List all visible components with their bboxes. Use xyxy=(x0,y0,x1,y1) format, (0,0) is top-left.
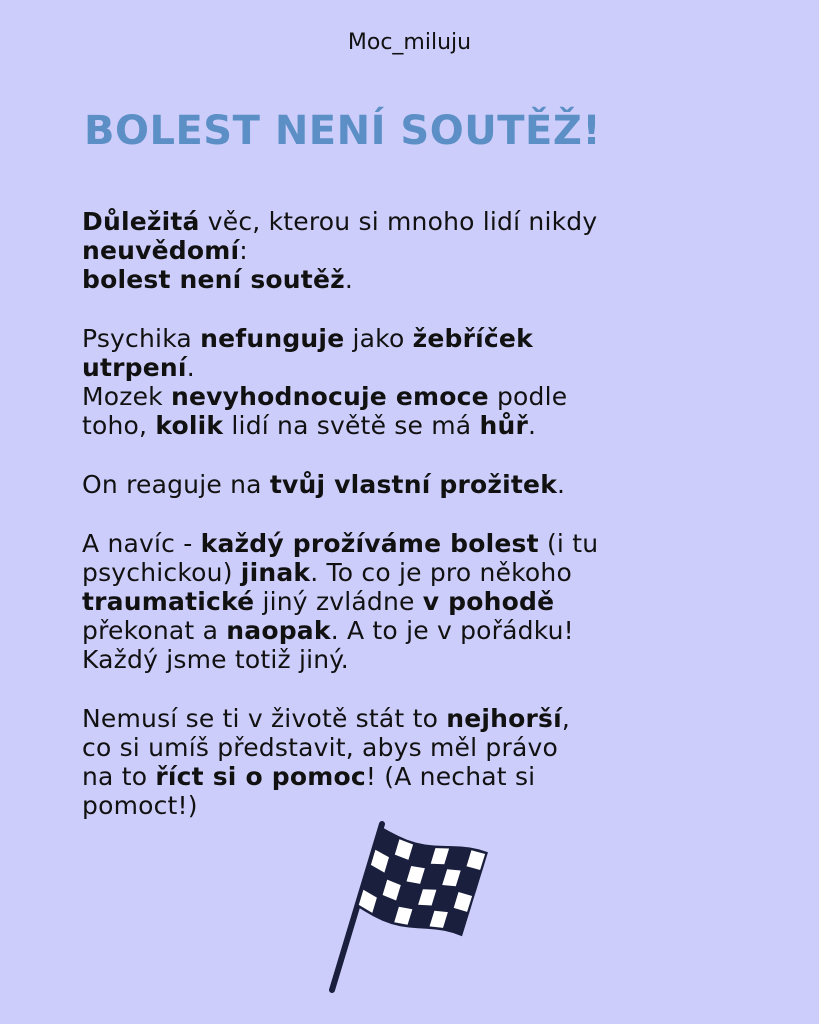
text-line xyxy=(82,791,742,820)
page-title: BOLEST NENÍ SOUTĚŽ! xyxy=(84,108,602,154)
text-line xyxy=(82,382,742,411)
bold-text: hůř xyxy=(479,411,528,440)
text-segment: věc, kterou si mnoho lidí nikdy xyxy=(199,207,598,236)
text-segment: . To co je pro někoho xyxy=(310,558,572,587)
text-segment: překonat a xyxy=(82,616,227,645)
text-segment: co si umíš představit, abys měl právo xyxy=(82,733,558,762)
text-line xyxy=(82,704,742,733)
text-segment: , xyxy=(561,704,571,733)
flag-base xyxy=(356,826,488,936)
text-line xyxy=(82,762,742,791)
text-line xyxy=(82,529,742,558)
text-line xyxy=(82,265,742,294)
text-segment: jako xyxy=(344,324,413,353)
text-line xyxy=(82,411,742,440)
bold-text: nejhorší xyxy=(446,704,562,733)
text-line xyxy=(82,558,742,587)
bold-text: každý prožíváme bolest xyxy=(200,529,539,558)
text-line xyxy=(82,324,742,353)
text-line xyxy=(82,236,742,265)
text-segment: . xyxy=(557,470,566,499)
text-segment: psychickou) xyxy=(82,558,241,587)
bold-text: žebříček xyxy=(412,324,533,353)
paragraph xyxy=(82,529,742,674)
text-segment: podle xyxy=(488,382,568,411)
bold-text: jinak xyxy=(240,558,311,587)
bold-text: traumatické xyxy=(82,587,255,616)
text-segment: Každý jsme totiž jiný. xyxy=(82,645,349,674)
bold-text: tvůj vlastní prožitek xyxy=(269,470,558,499)
text-segment: Nemusí se ti v životě stát to xyxy=(82,704,447,733)
text-segment: A navíc - xyxy=(82,529,201,558)
text-segment: Mozek xyxy=(82,382,171,411)
text-segment: : xyxy=(239,236,248,265)
bold-text: v pohodě xyxy=(422,587,555,616)
paragraph xyxy=(82,324,742,440)
bold-text: naopak xyxy=(226,616,331,645)
text-segment: . xyxy=(344,265,354,294)
bold-text: bolest není soutěž xyxy=(82,265,345,294)
text-segment: ! (A nechat si xyxy=(365,762,536,791)
body-text xyxy=(82,207,742,850)
text-segment: lidí na světě se má xyxy=(223,411,480,440)
text-line xyxy=(82,470,742,499)
text-segment: na to xyxy=(82,762,156,791)
bold-text: říct si o pomoc xyxy=(155,762,366,791)
text-segment: Psychika xyxy=(82,324,201,353)
bold-text: neuvědomí xyxy=(82,236,240,265)
paragraph xyxy=(82,704,742,820)
text-segment: pomoct!) xyxy=(82,791,198,820)
account-handle: Moc_miluju xyxy=(347,30,472,55)
bold-text: utrpení xyxy=(82,353,187,382)
text-segment: . xyxy=(528,411,537,440)
checkered-flag-icon xyxy=(320,818,500,1003)
text-segment: (i tu xyxy=(538,529,599,558)
text-segment: . A to je v pořádku! xyxy=(330,616,574,645)
text-segment: On reaguje na xyxy=(82,470,270,499)
flag-cloth xyxy=(356,826,488,936)
text-line xyxy=(82,645,742,674)
text-line xyxy=(82,587,742,616)
bold-text: nevyhodnocuje emoce xyxy=(171,382,489,411)
paragraph xyxy=(82,207,742,294)
text-line xyxy=(82,616,742,645)
bold-text: nefunguje xyxy=(200,324,345,353)
text-segment: toho, xyxy=(82,411,156,440)
paragraph xyxy=(82,470,742,499)
text-line xyxy=(82,353,742,382)
text-segment: . xyxy=(186,353,195,382)
bold-text: Důležitá xyxy=(82,207,200,236)
bold-text: kolik xyxy=(155,411,224,440)
text-line xyxy=(82,207,742,236)
text-segment: jiný zvládne xyxy=(254,587,423,616)
text-line xyxy=(82,733,742,762)
